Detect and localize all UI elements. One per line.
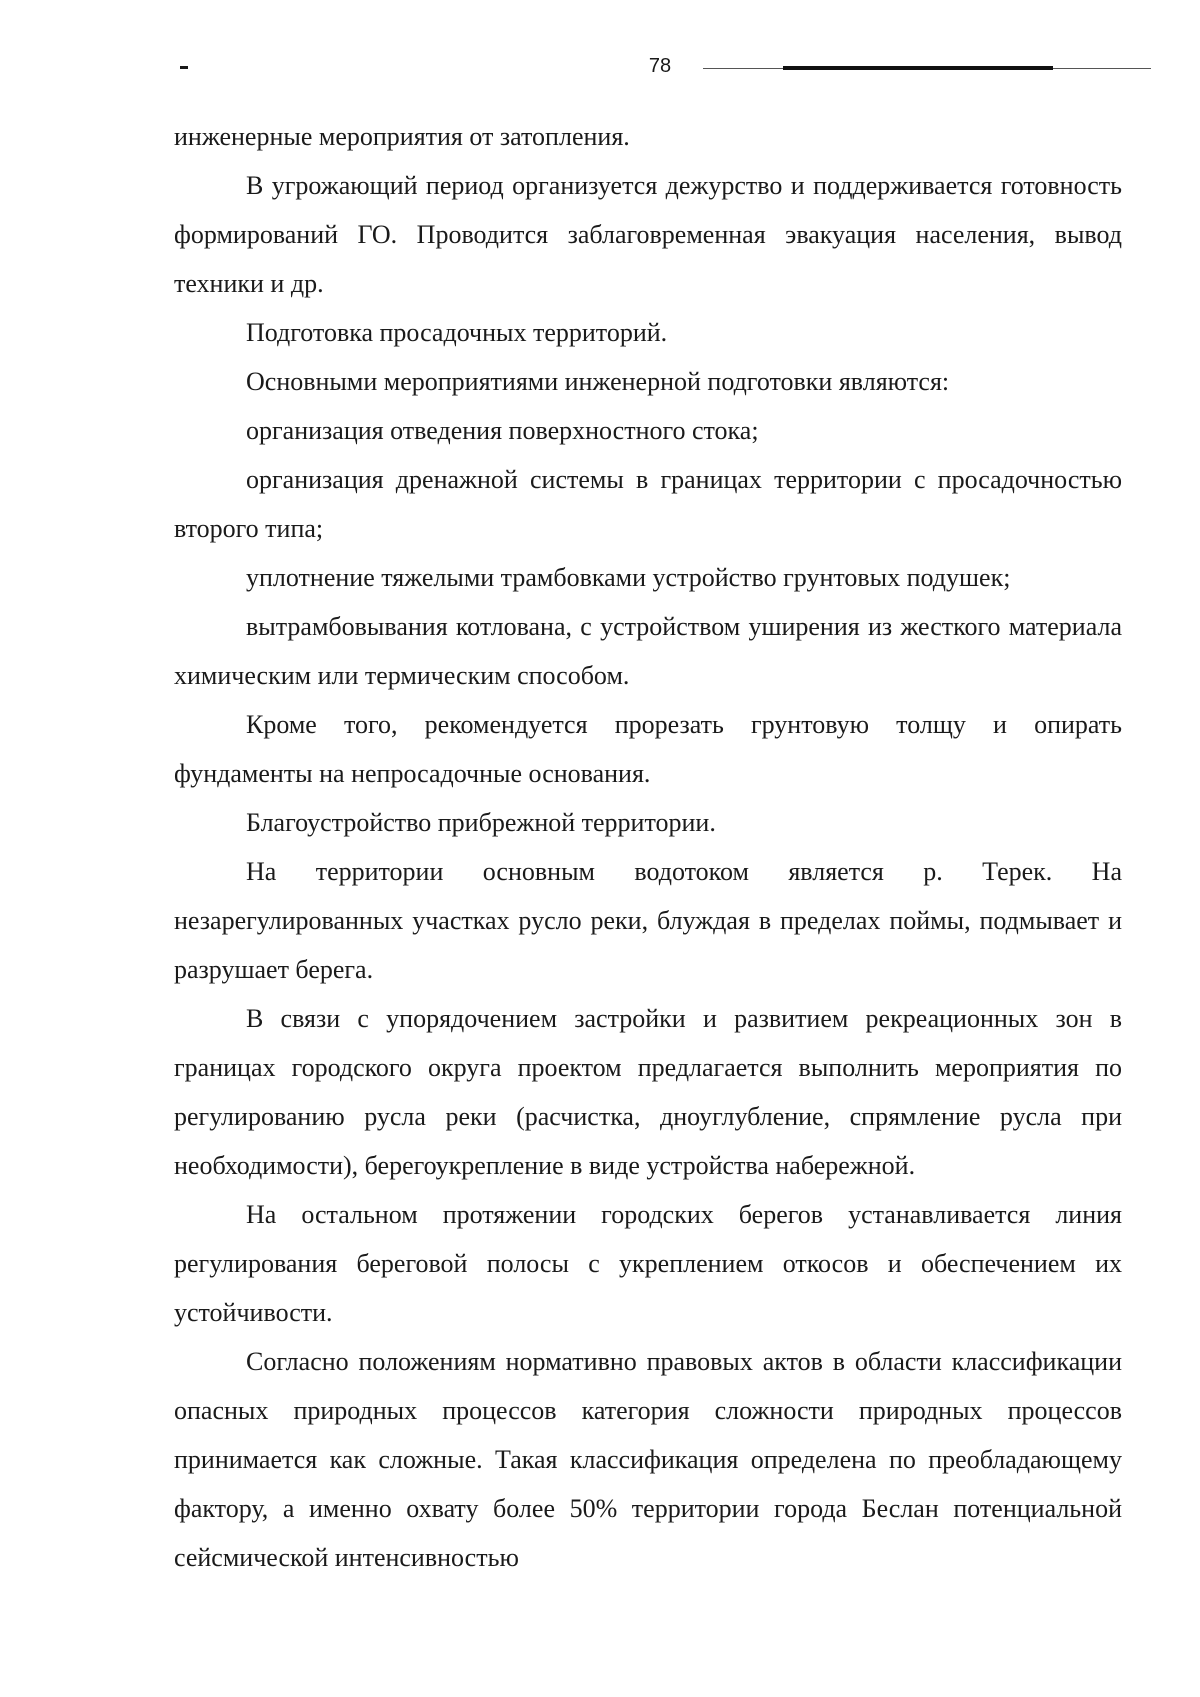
header-dash (180, 66, 188, 69)
page-number: 78 (648, 55, 672, 77)
list-item: уплотнение тяжелыми трамбовками устройство грунтовых подушек; (246, 563, 1011, 592)
header-rule (703, 66, 1151, 71)
list-item: организация отведения поверхностного стока; (246, 416, 759, 445)
list-item: вытрамбовывания котлована, с устройством уширения из жесткого материала химическим или термическим способом. (174, 612, 1122, 690)
paragraph: На остальном протяжении городских берегов устанавливается линия регулирования береговой полосы с укреплением откосов и обеспечением их устойчивости. (174, 1200, 1122, 1327)
paragraph: На территории основным водотоком является р. Терек. На незарегулированных участках русло реки, блуждая в пределах поймы, подмывает и разрушает берега. (174, 857, 1122, 984)
paragraph-continuation: инженерные мероприятия от затопления. (174, 122, 630, 151)
paragraph: Согласно положениям нормативно правовых актов в области классификации опасных природных процессов категория сложности природных процессов принимается как сложные. Такая классификация определена по преобладающему фактору, а именно охвату более 50% территории города Беслан потенциальной сейсмической интенсивностью (174, 1347, 1122, 1572)
paragraph: Основными мероприятиями инженерной подготовки являются: (246, 367, 950, 396)
paragraph: В угрожающий период организуется дежурство и поддерживается готовность формирований ГО. Проводится заблаговременная эвакуация населения, вывод техники и др. (174, 171, 1122, 298)
page-header (0, 52, 1200, 82)
page-body (174, 112, 1122, 1582)
list-item: организация дренажной системы в границах территории с просадочностью второго типа; (174, 465, 1122, 543)
section-heading: Благоустройство прибрежной территории. (246, 808, 716, 837)
header-rule-thick (783, 66, 1053, 70)
paragraph: Кроме того, рекомендуется прорезать грунтовую толщу и опирать фундаменты на непросадочные основания. (174, 710, 1122, 788)
paragraph: В связи с упорядочением застройки и развитием рекреационных зон в границах городского округа проектом предлагается выполнить мероприятия по регулированию русла реки (расчистка, дноуглубление, спрямление русла при необходимости), берегоукрепление в виде устройства набережной. (174, 1004, 1122, 1180)
section-heading: Подготовка просадочных территорий. (246, 318, 668, 347)
